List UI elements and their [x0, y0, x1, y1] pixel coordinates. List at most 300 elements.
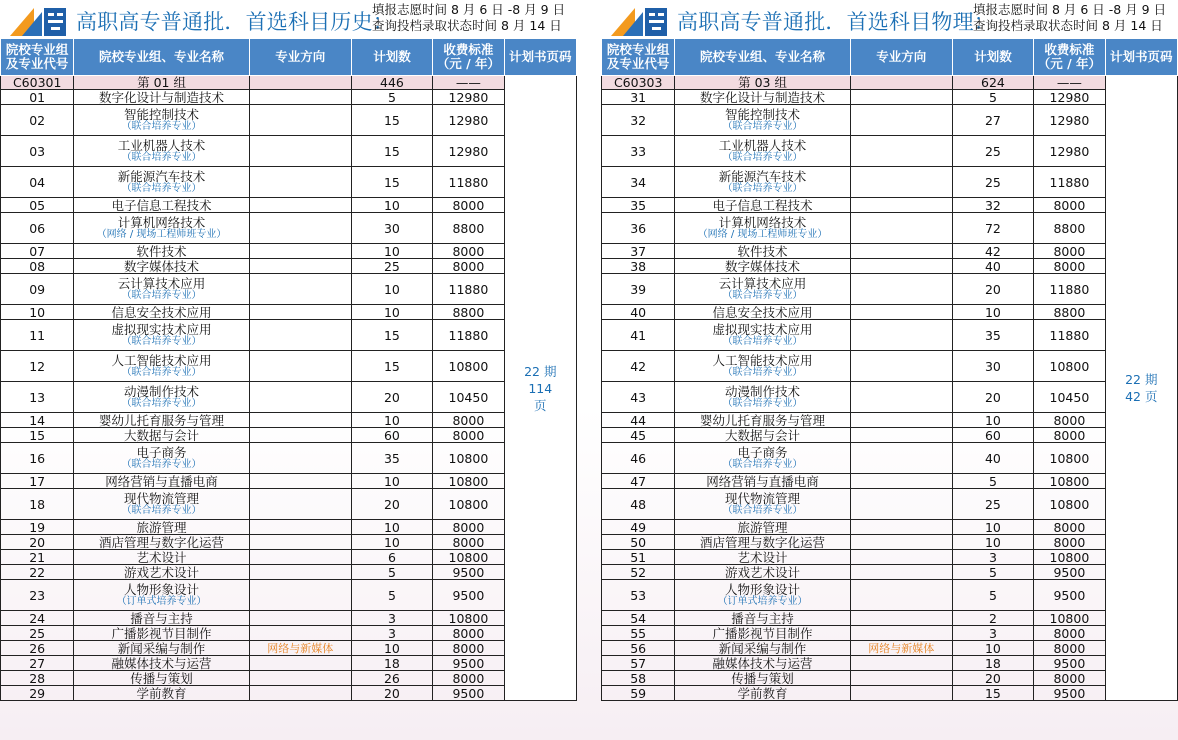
major-direction: [850, 550, 952, 565]
table-row: [602, 213, 1178, 244]
major-name-cell: [675, 641, 850, 656]
major-name-cell: [675, 580, 850, 611]
major-fee: 10800: [433, 443, 504, 474]
major-name-cell: [675, 656, 850, 671]
major-name: 信息安全技术应用: [111, 304, 212, 320]
header-label: 收费标准（元 / 年）: [1037, 42, 1102, 71]
major-fee: 8000: [433, 413, 504, 428]
major-name-cell: [74, 535, 249, 550]
major-name-cell: [675, 90, 850, 105]
major-plan: 32: [952, 198, 1034, 213]
major-code: 52: [602, 565, 675, 580]
major-fee: 8000: [433, 244, 504, 259]
major-name-cell: [74, 443, 249, 474]
major-code: 51: [602, 550, 675, 565]
major-plan: 20: [351, 382, 433, 413]
panel-history: [0, 0, 577, 740]
header-label: 专业方向: [275, 49, 326, 64]
major-plan: 5: [351, 580, 433, 611]
major-code: 45: [602, 428, 675, 443]
group-name: 第 01 组: [74, 76, 249, 90]
major-plan: 10: [952, 535, 1034, 550]
major-direction: [249, 320, 351, 351]
major-name-cell: [74, 428, 249, 443]
major-direction: [850, 167, 952, 198]
major-note: （网络 / 现场工程师班专业）: [697, 229, 828, 240]
major-name-cell: [74, 305, 249, 320]
table-row: [1, 565, 577, 580]
major-name-cell: [74, 382, 249, 413]
major-name-cell: [675, 382, 850, 413]
table-row: [602, 305, 1178, 320]
table-row: [1, 213, 577, 244]
major-code: 15: [1, 428, 74, 443]
major-fee: 9500: [1034, 686, 1105, 701]
header-col-plan: [952, 39, 1034, 76]
major-fee: 11880: [1034, 274, 1105, 305]
major-plan: 20: [952, 274, 1034, 305]
major-plan: 10: [351, 198, 433, 213]
major-code: 19: [1, 520, 74, 535]
table-row: [1, 244, 577, 259]
major-direction: [850, 274, 952, 305]
major-fee: 10800: [433, 550, 504, 565]
major-name: 人物形象设计: [124, 582, 200, 597]
major-fee: 8800: [433, 213, 504, 244]
major-direction: [850, 198, 952, 213]
major-note: （联合培养专业）: [121, 367, 202, 378]
major-name: 软件技术: [737, 243, 788, 259]
major-fee: 8000: [1034, 641, 1105, 656]
major-plan: 20: [952, 382, 1034, 413]
header-label: 院校专业组及专业代号: [606, 42, 670, 71]
major-note: （联合培养专业）: [722, 505, 803, 516]
major-name: 动漫制作技术: [725, 384, 801, 399]
table-row: [1, 198, 577, 213]
group-fee: ——: [1034, 76, 1105, 90]
page-reference-text: 22 期 42 页: [1125, 372, 1158, 404]
major-name-cell: [675, 626, 850, 641]
panel-physics: [601, 0, 1178, 740]
major-code: 22: [1, 565, 74, 580]
major-note: （联合培养专业）: [121, 183, 202, 194]
major-name: 传播与策划: [130, 670, 193, 686]
major-code: 07: [1, 244, 74, 259]
major-direction: [850, 105, 952, 136]
major-name: 传播与策划: [731, 670, 794, 686]
major-plan: 15: [351, 320, 433, 351]
major-name: 数字化设计与制造技术: [99, 89, 225, 105]
major-name: 酒店管理与数字化运营: [700, 534, 826, 550]
major-code: 33: [602, 136, 675, 167]
group-code: C60303: [602, 76, 675, 90]
major-name: 游戏艺术设计: [725, 564, 801, 580]
major-name: 人工智能技术应用: [712, 353, 813, 368]
table-row: [602, 259, 1178, 274]
table-row: [1, 90, 577, 105]
table-row: [1, 611, 577, 626]
major-code: 26: [1, 641, 74, 656]
header-row: [602, 39, 1178, 76]
major-note: （联合培养专业）: [121, 398, 202, 409]
major-fee: 12980: [433, 105, 504, 136]
table-row: [602, 550, 1178, 565]
table-row: [602, 167, 1178, 198]
major-fee: 9500: [433, 580, 504, 611]
major-fee: 11880: [433, 320, 504, 351]
major-direction: [249, 213, 351, 244]
major-name: 工业机器人技术: [718, 138, 807, 153]
major-direction: 网络与新媒体: [850, 641, 952, 656]
major-fee: 8800: [1034, 213, 1105, 244]
major-direction: [249, 305, 351, 320]
major-name: 云计算技术应用: [117, 276, 206, 291]
major-name-cell: [675, 413, 850, 428]
major-plan: 72: [952, 213, 1034, 244]
major-name-cell: [74, 167, 249, 198]
header-col-page: [1105, 39, 1177, 76]
major-direction: [249, 259, 351, 274]
panel-header: [0, 0, 577, 38]
major-code: 21: [1, 550, 74, 565]
major-code: 36: [602, 213, 675, 244]
major-note: （联合培养专业）: [722, 183, 803, 194]
major-direction: [249, 198, 351, 213]
major-plan: 5: [351, 565, 433, 580]
header-label: 收费标准（元 / 年）: [436, 42, 501, 71]
table-row: [1, 656, 577, 671]
major-name: 电子信息工程技术: [712, 197, 813, 213]
major-note: （联合培养专业）: [121, 152, 202, 163]
major-fee: 9500: [1034, 580, 1105, 611]
major-plan: 3: [952, 626, 1034, 641]
major-name-cell: [74, 565, 249, 580]
enrollment-table: [0, 38, 577, 701]
header-row: [1, 39, 577, 76]
schedule-dates: [372, 2, 565, 34]
major-code: 32: [602, 105, 675, 136]
major-fee: 8000: [1034, 413, 1105, 428]
major-direction: [249, 626, 351, 641]
major-name: 播音与主持: [731, 610, 794, 626]
major-direction: [249, 136, 351, 167]
table-row: [1, 382, 577, 413]
major-name-cell: [74, 320, 249, 351]
major-code: 48: [602, 489, 675, 520]
major-name-cell: [675, 686, 850, 701]
major-code: 46: [602, 443, 675, 474]
major-code: 25: [1, 626, 74, 641]
major-name: 电子商务: [136, 445, 187, 460]
major-direction: [249, 474, 351, 489]
major-name-cell: [74, 626, 249, 641]
major-direction: [850, 671, 952, 686]
major-code: 09: [1, 274, 74, 305]
major-note: （联合培养专业）: [121, 459, 202, 470]
major-plan: 15: [351, 167, 433, 198]
panel-title: 高职高专普通批．首选科目历史：: [76, 10, 394, 34]
major-direction: [249, 580, 351, 611]
major-code: 54: [602, 611, 675, 626]
header-col-plan: [351, 39, 433, 76]
major-note: （联合培养专业）: [722, 152, 803, 163]
major-plan: 60: [952, 428, 1034, 443]
major-code: 20: [1, 535, 74, 550]
major-name: 旅游管理: [136, 519, 187, 535]
major-plan: 15: [351, 105, 433, 136]
school-logo-icon: [609, 2, 669, 38]
major-code: 14: [1, 413, 74, 428]
major-direction: [249, 428, 351, 443]
major-code: 03: [1, 136, 74, 167]
major-fee: 8000: [433, 671, 504, 686]
major-fee: 12980: [433, 90, 504, 105]
major-plan: 20: [351, 489, 433, 520]
major-code: 34: [602, 167, 675, 198]
major-fee: 8000: [1034, 535, 1105, 550]
major-direction: [850, 611, 952, 626]
major-note: （订单式培养专业）: [717, 596, 808, 607]
major-fee: 10450: [433, 382, 504, 413]
major-name-cell: [675, 259, 850, 274]
major-name: 新能源汽车技术: [117, 169, 206, 184]
major-name-cell: [74, 550, 249, 565]
major-fee: 8000: [433, 259, 504, 274]
major-direction: [249, 274, 351, 305]
major-plan: 26: [351, 671, 433, 686]
schedule-date-line: 填报志愿时间 8 月 6 日 -8 月 9 日: [973, 2, 1167, 17]
major-name-cell: [74, 90, 249, 105]
major-fee: 8000: [433, 626, 504, 641]
major-plan: 10: [351, 413, 433, 428]
page-reference: [504, 76, 576, 701]
major-name: 婴幼儿托育服务与管理: [99, 412, 225, 428]
table-row: [602, 413, 1178, 428]
major-plan: 10: [351, 244, 433, 259]
major-fee: 8000: [433, 641, 504, 656]
major-code: 57: [602, 656, 675, 671]
major-plan: 18: [952, 656, 1034, 671]
table-row: [602, 443, 1178, 474]
major-name-cell: [675, 443, 850, 474]
major-name: 工业机器人技术: [117, 138, 206, 153]
schedule-dates: [973, 2, 1166, 34]
major-plan: 10: [351, 274, 433, 305]
major-fee: 12980: [1034, 105, 1105, 136]
major-code: 02: [1, 105, 74, 136]
major-code: 38: [602, 259, 675, 274]
major-code: 49: [602, 520, 675, 535]
major-note: （联合培养专业）: [722, 336, 803, 347]
major-plan: 27: [952, 105, 1034, 136]
major-name-cell: [675, 320, 850, 351]
major-direction: [249, 382, 351, 413]
major-direction: [249, 489, 351, 520]
table-row: [1, 259, 577, 274]
major-name: 新能源汽车技术: [718, 169, 807, 184]
major-fee: 8000: [433, 520, 504, 535]
major-plan: 10: [351, 474, 433, 489]
major-code: 13: [1, 382, 74, 413]
major-plan: 5: [952, 90, 1034, 105]
major-fee: 8000: [1034, 428, 1105, 443]
major-code: 17: [1, 474, 74, 489]
major-plan: 25: [952, 136, 1034, 167]
major-direction: [850, 686, 952, 701]
major-plan: 15: [952, 686, 1034, 701]
table-row: [1, 105, 577, 136]
major-name-cell: [74, 105, 249, 136]
major-code: 24: [1, 611, 74, 626]
major-name-cell: [675, 565, 850, 580]
major-name: 播音与主持: [130, 610, 193, 626]
major-name: 新闻采编与制作: [117, 640, 206, 656]
major-plan: 6: [351, 550, 433, 565]
major-plan: 10: [952, 641, 1034, 656]
major-plan: 3: [351, 611, 433, 626]
major-direction: [850, 626, 952, 641]
major-name-cell: [74, 580, 249, 611]
major-name: 智能控制技术: [124, 107, 200, 122]
major-note: （联合培养专业）: [722, 459, 803, 470]
major-code: 41: [602, 320, 675, 351]
major-fee: 11880: [1034, 320, 1105, 351]
major-direction: [249, 671, 351, 686]
major-name-cell: [675, 428, 850, 443]
major-direction: [850, 351, 952, 382]
major-note: （网络 / 现场工程师班专业）: [96, 229, 227, 240]
major-name-cell: [74, 686, 249, 701]
major-note: （订单式培养专业）: [116, 596, 207, 607]
major-name: 融媒体技术与运营: [111, 655, 212, 671]
header-col-fee: [1034, 39, 1105, 76]
major-code: 50: [602, 535, 675, 550]
major-plan: 25: [351, 259, 433, 274]
major-fee: 10800: [433, 474, 504, 489]
major-name: 信息安全技术应用: [712, 304, 813, 320]
major-plan: 5: [952, 565, 1034, 580]
major-name: 计算机网络技术: [117, 215, 206, 230]
major-fee: 8000: [433, 428, 504, 443]
major-name-cell: [675, 611, 850, 626]
table-row: [602, 382, 1178, 413]
table-row: [602, 535, 1178, 550]
major-name: 游戏艺术设计: [124, 564, 200, 580]
table-row: [1, 305, 577, 320]
major-fee: 8800: [433, 305, 504, 320]
major-code: 59: [602, 686, 675, 701]
header-col-name: [675, 39, 850, 76]
major-name: 新闻采编与制作: [718, 640, 807, 656]
major-code: 04: [1, 167, 74, 198]
header-label: 计划书页码: [509, 49, 572, 64]
table-row: [602, 244, 1178, 259]
major-fee: 12980: [1034, 90, 1105, 105]
major-direction: [850, 489, 952, 520]
major-name: 大数据与会计: [124, 427, 200, 443]
major-name-cell: [74, 474, 249, 489]
major-direction: [850, 90, 952, 105]
major-direction: [249, 656, 351, 671]
major-name: 人物形象设计: [725, 582, 801, 597]
table-row: [602, 198, 1178, 213]
major-direction: [850, 580, 952, 611]
major-name-cell: [74, 671, 249, 686]
major-name: 网络营销与直播电商: [706, 473, 819, 489]
major-name: 动漫制作技术: [124, 384, 200, 399]
major-fee: 10800: [1034, 474, 1105, 489]
major-name-cell: [675, 671, 850, 686]
major-direction: [850, 656, 952, 671]
table-row: [1, 580, 577, 611]
major-name: 网络营销与直播电商: [105, 473, 218, 489]
major-direction: [850, 320, 952, 351]
major-name-cell: [74, 351, 249, 382]
major-code: 16: [1, 443, 74, 474]
major-fee: 10800: [1034, 611, 1105, 626]
major-fee: 8000: [1034, 198, 1105, 213]
major-direction: [850, 428, 952, 443]
major-name-cell: [74, 198, 249, 213]
table-row: [1, 535, 577, 550]
page-reference-text: 22 期 114 页: [524, 363, 557, 413]
major-code: 42: [602, 351, 675, 382]
major-direction: [850, 535, 952, 550]
header-label: 院校专业组、专业名称: [99, 49, 225, 64]
group-code: C60301: [1, 76, 74, 90]
major-fee: 8000: [433, 198, 504, 213]
major-name: 学前教育: [737, 685, 788, 701]
major-name-cell: [675, 489, 850, 520]
major-code: 06: [1, 213, 74, 244]
major-name-cell: [74, 641, 249, 656]
major-name: 现代物流管理: [725, 491, 801, 506]
major-fee: 9500: [1034, 565, 1105, 580]
major-code: 05: [1, 198, 74, 213]
major-plan: 10: [952, 520, 1034, 535]
table-row: [602, 671, 1178, 686]
major-name-cell: [74, 136, 249, 167]
major-name: 学前教育: [136, 685, 187, 701]
major-direction: [850, 443, 952, 474]
table-row: [602, 611, 1178, 626]
panel-title: 高职高专普通批．首选科目物理：: [677, 10, 995, 34]
major-fee: 12980: [433, 136, 504, 167]
major-plan: 3: [351, 626, 433, 641]
major-fee: 11880: [433, 274, 504, 305]
table-row: [602, 428, 1178, 443]
major-plan: 15: [351, 136, 433, 167]
major-code: 01: [1, 90, 74, 105]
major-name-cell: [74, 244, 249, 259]
major-code: 58: [602, 671, 675, 686]
header-col-direction: [850, 39, 952, 76]
major-fee: 8000: [433, 535, 504, 550]
major-fee: 10800: [1034, 550, 1105, 565]
major-fee: 8000: [1034, 520, 1105, 535]
major-fee: 11880: [1034, 167, 1105, 198]
header-label: 院校专业组、专业名称: [700, 49, 826, 64]
major-name: 电子信息工程技术: [111, 197, 212, 213]
major-code: 43: [602, 382, 675, 413]
major-code: 28: [1, 671, 74, 686]
major-code: 44: [602, 413, 675, 428]
major-note: （联合培养专业）: [121, 336, 202, 347]
header-col-name: [74, 39, 249, 76]
major-fee: 12980: [1034, 136, 1105, 167]
major-name: 广播影视节目制作: [111, 625, 212, 641]
major-direction: 网络与新媒体: [249, 641, 351, 656]
